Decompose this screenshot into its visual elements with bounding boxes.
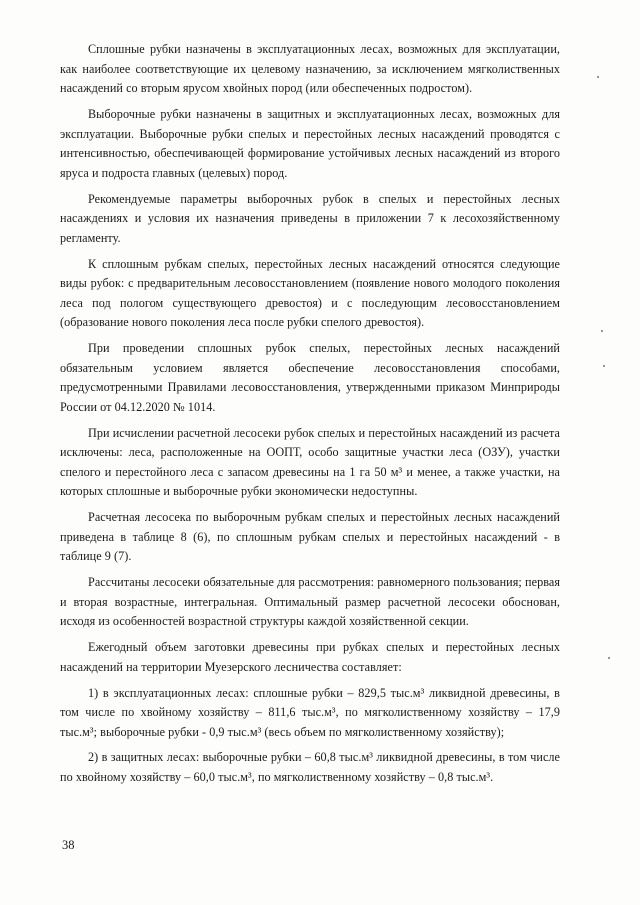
paragraph: При исчислении расчетной лесосеки рубок спелых и перестойных насаждений из расчета исключены: леса, расположенные на ООПТ, особо защитные участки леса (ОЗУ), участки спелого и перестойного леса с запасом древесины на 1 га 50 м³ и менее, а также участки, на которых сплошные и выборочные рубки экономически недоступны.	[60, 425, 560, 499]
scan-speck	[608, 657, 610, 659]
scan-speck	[601, 330, 603, 332]
paragraph: Рассчитаны лесосеки обязательные для рассмотрения: равномерного пользования; первая и вторая возрастные, интегральная. Оптимальный размер расчетной лесосеки обоснован, исходя из особенностей возрастной структуры каждой хозяйственной секции.	[60, 575, 560, 629]
paragraph: К сплошным рубкам спелых, перестойных лесных насаждений относятся следующие виды рубок: с предварительным лесовосстановлением (появление нового молодого поколения леса под пологом существующего древостоя) и с последующим лесовосстановлением (образование нового поколения леса после рубки спелого древостоя).	[60, 256, 560, 330]
paragraph: При проведении сплошных рубок спелых, перестойных лесных насаждений обязательным условием является обеспечение лесовосстановления способами, предусмотренными Правилами лесовосстановления, утвержденными приказом Минприроды России от 04.12.2020 № 1014.	[60, 341, 560, 414]
body-text	[60, 40, 560, 794]
paragraph: 1) в эксплуатационных лесах: сплошные рубки – 829,5 тыс.м³ ликвидной древесины, в том числе по хвойному хозяйству – 811,6 тыс.м³, по мягколиственному хозяйству – 17,9 тыс.м³; выборочные рубки - 0,9 тыс.м³ (весь объем по мягколиственному хозяйству);	[60, 685, 560, 739]
paragraph: 2) в защитных лесах: выборочные рубки – 60,8 тыс.м³ ликвидной древесины, в том числе по хвойному хозяйству – 60,0 тыс.м³, по мягколиственному хозяйству – 0,8 тыс.м³.	[60, 750, 560, 785]
paragraph: Рекомендуемые параметры выборочных рубок в спелых и перестойных лесных насаждениях и условия их назначения приведены в приложении 7 к лесохозяйственному регламенту.	[60, 191, 560, 245]
paragraph: Сплошные рубки назначены в эксплуатационных лесах, возможных для эксплуатации, как наиболее соответствующие их целевому назначению, за исключением мягколиственных насаждений со вторым ярусом хвойных пород (или обеспеченных подростом).	[60, 42, 560, 96]
page-number: 38	[62, 838, 75, 852]
scan-speck	[597, 76, 599, 78]
paragraph: Выборочные рубки назначены в защитных и эксплуатационных лесах, возможных для эксплуатации. Выборочные рубки спелых и перестойных лесных насаждений проводятся с интенсивностью, обеспечивающей формирование устойчивых лесных насаждений из второго яруса и подроста главных (целевых) пород.	[60, 106, 560, 180]
scan-speck	[603, 365, 605, 367]
paragraph: Ежегодный объем заготовки древесины при рубках спелых и перестойных лесных насаждений на территории Муезерского лесничества составляет:	[60, 640, 560, 674]
paragraph: Расчетная лесосека по выборочным рубкам спелых и перестойных лесных насаждений приведена в таблице 8 (6), по сплошным рубкам спелых и перестойных насаждений - в таблице 9 (7).	[60, 510, 560, 564]
